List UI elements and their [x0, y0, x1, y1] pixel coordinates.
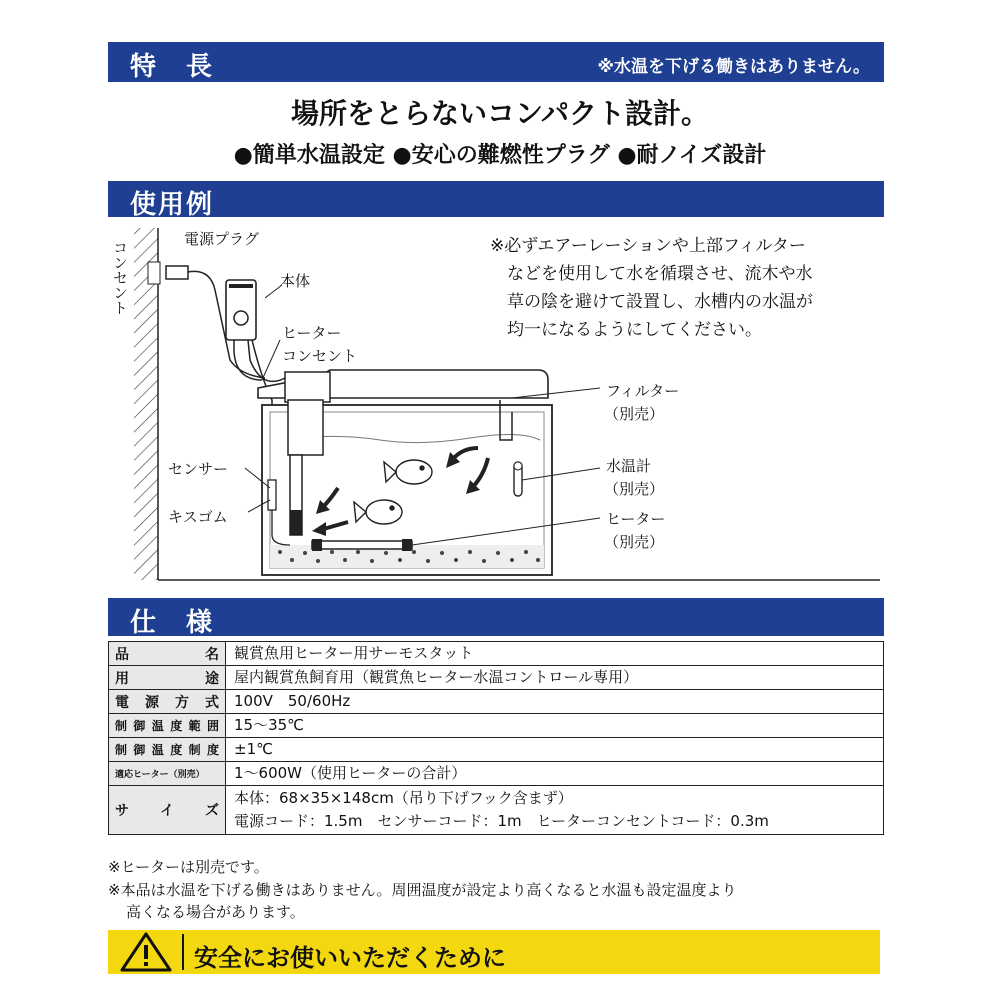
features-title: 特 長	[130, 52, 215, 82]
spec-value: 1～600W（使用ヒーターの合計）	[226, 762, 884, 786]
heater-sub-label: （別売）	[604, 533, 665, 551]
spec-value: 100V 50/60Hz	[226, 690, 884, 714]
table-row	[109, 738, 884, 762]
spec-title: 仕 様	[130, 608, 215, 638]
spec-key: 品 名	[109, 642, 226, 666]
heater-outlet-label-2: コンセント	[282, 347, 358, 365]
spec-key: 制御温度範囲	[109, 714, 226, 738]
usage-title: 使用例	[130, 190, 215, 220]
footnote: ※本品は水温を下げる働きはありません。周囲温度が設定より高くなると水温も設定温度より	[108, 881, 737, 899]
heater-icon	[312, 541, 412, 549]
aeration-note	[490, 232, 890, 344]
safety-banner	[108, 930, 880, 974]
spec-key: 制御温度制度	[109, 738, 226, 762]
sensor-label: センサー	[168, 460, 229, 478]
thermometer-label: 水温計	[606, 457, 652, 475]
plug-icon	[166, 266, 188, 279]
spec-value: 屋内観賞魚飼育用（観賞魚ヒーター水温コントロール専用）	[226, 666, 884, 690]
body-label: 本体	[280, 272, 311, 290]
aeration-note-line: などを使用して水を循環させ、流木や水	[507, 264, 813, 284]
safety-title: 安全にお使いいただくために	[194, 944, 506, 972]
heater-label: ヒーター	[606, 510, 666, 528]
heater-outlet-label-1: ヒーター	[282, 324, 342, 342]
spec-key: 用 途	[109, 666, 226, 690]
features-headline: 場所をとらないコンパクト設計。	[290, 97, 710, 130]
aeration-note-line: 草の陰を避けて設置し、水槽内の水温が	[507, 292, 813, 312]
spec-key: 電源方式	[109, 690, 226, 714]
table-row	[109, 714, 884, 738]
aeration-note-line: 均一になるようにしてください。	[507, 320, 762, 340]
table-row	[109, 786, 884, 835]
sucker-label: キスゴム	[168, 508, 228, 526]
footnote: ※ヒーターは別売です。	[108, 858, 269, 876]
filter-sub-label: （別売）	[604, 405, 665, 423]
spec-key: 適応ヒーター（別売）	[109, 762, 226, 786]
table-row	[109, 762, 884, 786]
spec-value-line: 本体：68×35×148cm（吊り下げフック含まず）	[234, 789, 573, 807]
thermometer-sub-label: （別売）	[604, 480, 665, 498]
spec-value	[226, 786, 884, 835]
spec-header	[108, 598, 884, 636]
outlet-label: コンセント	[111, 240, 129, 315]
spec-value-line: 電源コード：1.5m センサーコード：1m ヒーターコンセントコード：0.3m	[234, 812, 769, 830]
wall-outlet-icon	[148, 262, 160, 284]
table-row	[109, 666, 884, 690]
spec-value: 15～35℃	[226, 714, 884, 738]
aeration-note-line: ※必ずエアーレーションや上部フィルター	[490, 236, 806, 256]
spec-value: ±1℃	[226, 738, 884, 762]
spec-value: 観賞魚用ヒーター用サーモスタット	[226, 642, 884, 666]
controller-body-icon	[226, 280, 256, 340]
spec-key: サ イ ズ	[109, 786, 226, 835]
warning-icon	[116, 930, 176, 974]
filter-label: フィルター	[606, 382, 680, 400]
table-row	[109, 642, 884, 666]
sensor-icon	[268, 480, 276, 510]
spec-table	[108, 641, 884, 835]
features-bullets: ●簡単水温設定 ●安心の難燃性プラグ ●耐ノイズ設計	[233, 143, 767, 168]
table-row	[109, 690, 884, 714]
features-note: ※水温を下げる働きはありません。	[597, 57, 870, 77]
plug-label: 電源プラグ	[184, 230, 260, 248]
footnote: 高くなる場合があります。	[126, 903, 305, 921]
